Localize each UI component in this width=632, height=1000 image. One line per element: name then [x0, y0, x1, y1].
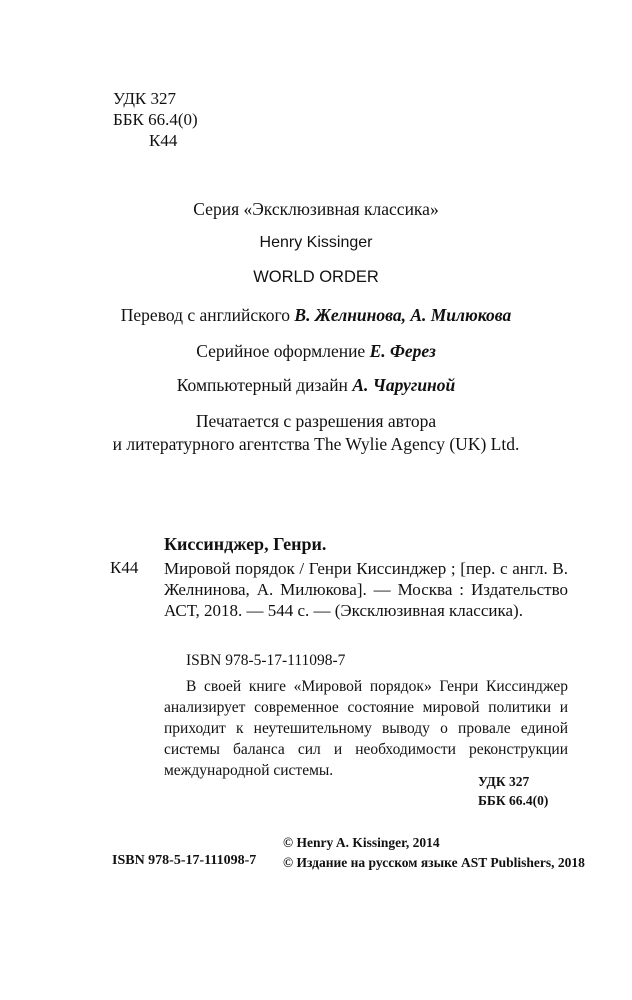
catalog-udk: УДК 327 — [478, 774, 530, 789]
translation-prefix: Перевод с английского — [120, 305, 295, 325]
catalog-author-code: К44 — [110, 558, 139, 577]
series-design-prefix: Серийное оформление — [196, 341, 370, 361]
copyright-isbn: ISBN 978-5-17-111098-7 — [112, 853, 257, 868]
permission-note — [0, 410, 632, 456]
catalog-summary: В своей книге «Мировой порядок» Генри Киссинджер анализирует современное состояние мировой политики и приходит к неутешительному выводу о провале единой системы баланса сил и необходимости реконструкции международной системы. — [164, 678, 568, 779]
permission-line-1: Печатается с разрешения автора — [195, 411, 437, 431]
permission-line-2: и литературного агентства The Wylie Agency (UK) Ltd. — [112, 434, 520, 454]
computer-designer-name: А. Чаругиной — [352, 375, 456, 395]
author-code: К44 — [149, 131, 178, 150]
computer-design-credit — [0, 375, 632, 396]
udk-code: УДК 327 — [113, 89, 177, 108]
series-designer-name: Е. Ферез — [369, 341, 436, 361]
copyright-line-2: © Издание на русском языке AST Publishers, 2018 — [283, 855, 585, 870]
copyright-notices — [283, 833, 585, 873]
translation-credit — [0, 305, 632, 326]
catalog-codes — [478, 772, 548, 810]
catalog-heading: Киссинджер, Генри. — [164, 534, 327, 554]
copyright-line-1: © Henry A. Kissinger, 2014 — [283, 835, 440, 850]
original-author: Henry Kissinger — [259, 234, 373, 251]
series-line: Серия «Эксклюзивная классика» — [193, 199, 439, 219]
bbk-code: ББК 66.4(0) — [113, 110, 198, 129]
classification-codes — [113, 88, 198, 151]
catalog-isbn: ISBN 978-5-17-111098-7 — [186, 652, 346, 669]
computer-design-prefix: Компьютерный дизайн — [176, 375, 353, 395]
catalog-bbk: ББК 66.4(0) — [478, 793, 549, 808]
catalog-description: Мировой порядок / Генри Киссинджер ; [пер. с англ. В. Желнинова, А. Милюкова]. — Москва : Издательство АСТ, 2018. — 544 с. — (Эксклюзивная классика). — [164, 559, 568, 620]
translator-names: В. Желнинова, А. Милюкова — [294, 305, 512, 325]
original-title: WORLD ORDER — [253, 268, 379, 286]
series-design-credit — [0, 341, 632, 362]
